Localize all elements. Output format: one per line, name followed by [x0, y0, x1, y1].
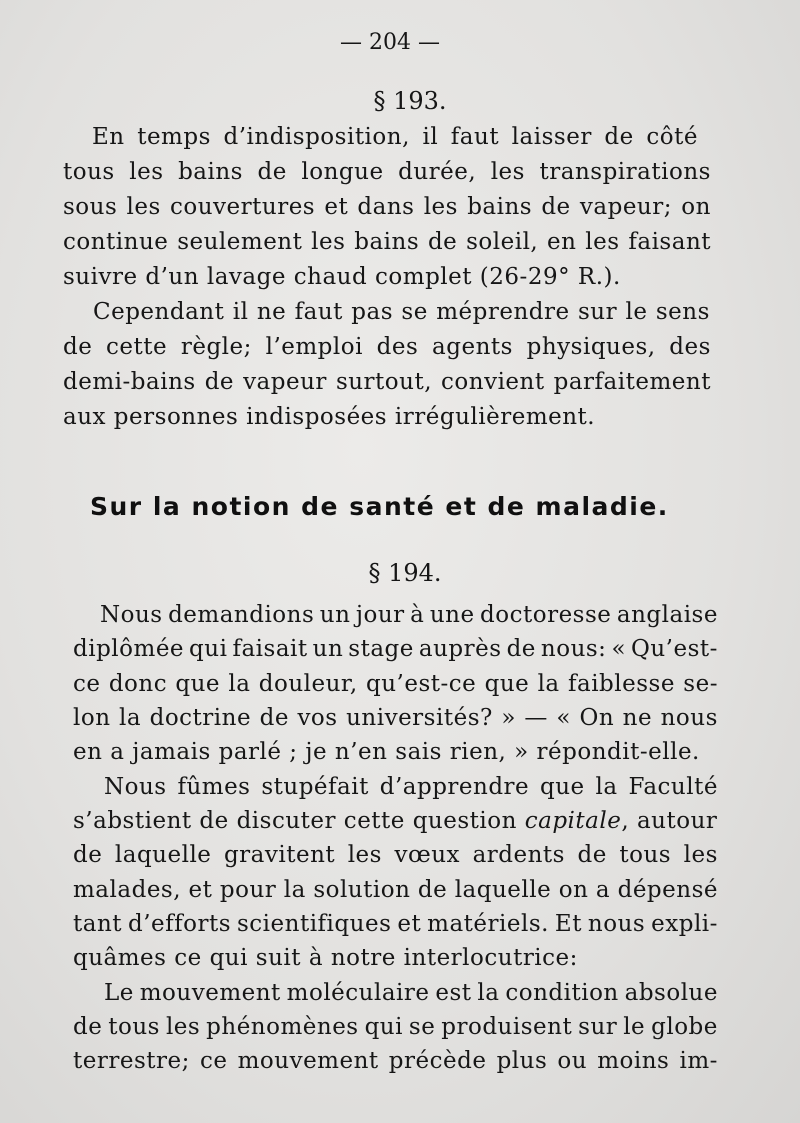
word: les — [311, 229, 346, 255]
word: la — [119, 705, 142, 731]
word: ardents — [472, 842, 565, 868]
word: vœux — [394, 842, 461, 868]
text-line — [73, 909, 718, 939]
word: une — [429, 602, 475, 628]
word: de — [417, 877, 448, 903]
word: les — [347, 842, 382, 868]
text-line — [73, 703, 718, 733]
text-line — [63, 367, 711, 397]
word: im- — [679, 1048, 718, 1074]
word: de — [204, 369, 235, 395]
word: longue — [301, 159, 384, 185]
word: bains — [178, 159, 243, 185]
word: absolue — [624, 980, 718, 1006]
text-line — [73, 875, 718, 905]
word: se- — [683, 671, 718, 697]
word: produisent — [441, 1014, 573, 1040]
text-line: en a jamais parlé ; je n’en sais rien, » répondit-elle. — [73, 739, 700, 765]
word: sens — [655, 299, 710, 325]
word: Qu’est- — [631, 636, 718, 662]
word: laquelle — [114, 842, 212, 868]
word: Nous — [100, 602, 163, 628]
word: Le — [104, 980, 134, 1006]
word: bains — [354, 229, 420, 255]
word: de — [427, 229, 458, 255]
word: stupéfait — [261, 774, 369, 800]
word: il — [232, 299, 249, 325]
word: d’indisposition, — [223, 124, 410, 150]
text-line — [73, 1012, 718, 1042]
text-line — [73, 840, 718, 870]
word: donc — [108, 671, 168, 697]
word: fûmes — [177, 774, 251, 800]
word: les — [165, 1014, 201, 1040]
word: faut — [450, 124, 500, 150]
word: ne — [622, 705, 653, 731]
word: et — [188, 877, 213, 903]
word: couvertures — [170, 194, 316, 220]
word: de — [604, 124, 634, 150]
word: « — [556, 705, 571, 731]
word: laisser — [511, 124, 592, 150]
word: des — [669, 334, 711, 360]
word: transpirations — [539, 159, 711, 185]
word: anglaise — [616, 602, 718, 628]
text-line — [73, 1046, 718, 1076]
word: est — [435, 980, 472, 1006]
word: « — [611, 636, 627, 662]
word: on — [558, 877, 589, 903]
word: de — [541, 194, 571, 220]
word: l’emploi — [265, 334, 363, 360]
word: pas — [351, 299, 394, 325]
word: stage — [348, 636, 414, 662]
word: nous — [587, 911, 646, 937]
word: faut — [294, 299, 343, 325]
word: malades, — [73, 877, 182, 903]
word: nous — [660, 705, 718, 731]
word: phénomènes — [206, 1014, 359, 1040]
text-line — [73, 669, 718, 699]
word: un — [312, 636, 344, 662]
word: faisait — [232, 636, 308, 662]
word: de — [257, 159, 287, 185]
word: doctrine — [149, 705, 252, 731]
word: et — [397, 911, 422, 937]
emphasized-word: capitale — [524, 808, 622, 834]
word: physiques, — [526, 334, 656, 360]
text-line — [73, 634, 718, 664]
word: auprès — [418, 636, 502, 662]
text-line — [63, 332, 711, 362]
word: sur — [578, 1014, 618, 1040]
word: vos — [297, 705, 338, 731]
word: » — [501, 705, 516, 731]
text-line — [93, 297, 710, 327]
word: plus — [496, 1048, 548, 1074]
word: se — [401, 299, 428, 325]
word: matériels. — [427, 911, 549, 937]
word: qu’est-ce — [366, 671, 477, 697]
word: surtout, — [335, 369, 433, 395]
word: condition — [505, 980, 619, 1006]
word: les — [683, 842, 718, 868]
word: de — [73, 1014, 103, 1040]
text-line: quâmes ce qui suit à notre interlocutrice: — [73, 945, 578, 971]
word: règle; — [180, 334, 252, 360]
text-line — [63, 157, 711, 187]
word: et — [324, 194, 349, 220]
word: que — [484, 671, 530, 697]
word: pour — [219, 877, 277, 903]
word: cette — [106, 334, 168, 360]
text-line — [104, 772, 718, 802]
word: le — [625, 299, 648, 325]
section-193-number: § 193. — [373, 87, 447, 115]
word: diplômée — [73, 636, 185, 662]
word: la — [228, 671, 251, 697]
word: doctoresse — [480, 602, 612, 628]
word: a — [595, 877, 611, 903]
word: Faculté — [628, 774, 718, 800]
word: les — [126, 194, 161, 220]
text-line-with-emphasis — [73, 806, 717, 836]
word: ce — [73, 671, 101, 697]
word: globe — [651, 1014, 718, 1040]
word: qui — [189, 636, 228, 662]
word: demandions — [168, 602, 315, 628]
text-line: aux personnes indisposées irrégulièrement. — [63, 404, 596, 430]
word: terrestre; — [73, 1048, 190, 1074]
word: tant — [73, 911, 123, 937]
word: moins — [597, 1048, 670, 1074]
word: scientifiques — [236, 911, 392, 937]
text-line — [92, 122, 698, 152]
word: jour — [355, 602, 405, 628]
text-line: suivre d’un lavage chaud complet (26-29° R.). — [63, 264, 621, 290]
word: ce — [199, 1048, 228, 1074]
word: les — [585, 229, 620, 255]
word: gravitent — [223, 842, 336, 868]
word: lon — [73, 705, 111, 731]
word: vapeur; — [579, 194, 672, 220]
word: se — [408, 1014, 436, 1040]
word: de — [259, 705, 289, 731]
word: mouvement — [237, 1048, 379, 1074]
word: — — [524, 705, 548, 731]
word: En — [92, 124, 125, 150]
text-line — [104, 978, 718, 1008]
word: ou — [557, 1048, 588, 1074]
word: des — [376, 334, 419, 360]
word: on — [681, 194, 711, 220]
word: continue — [63, 229, 169, 255]
word: universités? — [346, 705, 493, 731]
word: dans — [357, 194, 415, 220]
word: On — [579, 705, 615, 731]
word: bains — [467, 194, 533, 220]
word: qui — [364, 1014, 403, 1040]
page-number: — 204 — — [340, 30, 440, 55]
word: nous: — [540, 636, 607, 662]
word: sur — [578, 299, 618, 325]
word: les — [423, 194, 458, 220]
word: ne — [256, 299, 287, 325]
word: tous — [619, 842, 672, 868]
word: soleil, — [466, 229, 539, 255]
text-segment: s’abstient de discuter cette question — [73, 808, 517, 834]
word: Et — [554, 911, 582, 937]
word: méprendre — [436, 299, 570, 325]
word: à — [410, 602, 425, 628]
word: faiblesse — [567, 671, 675, 697]
word: durée, — [398, 159, 477, 185]
word: les — [490, 159, 525, 185]
word: il — [422, 124, 439, 150]
word: Nous — [104, 774, 167, 800]
word: vapeur — [243, 369, 327, 395]
word: la — [283, 877, 306, 903]
word: de — [506, 636, 536, 662]
word: agents — [432, 334, 513, 360]
text-line — [63, 192, 711, 222]
word: douleur, — [258, 671, 358, 697]
word: moléculaire — [286, 980, 430, 1006]
word: en — [547, 229, 577, 255]
word: dépensé — [617, 877, 718, 903]
word: tous — [108, 1014, 160, 1040]
word: demi-bains — [63, 369, 196, 395]
word: d’efforts — [127, 911, 232, 937]
word: côté — [646, 124, 698, 150]
word: laquelle — [454, 877, 552, 903]
chapter-heading: Sur la notion de santé et de maladie. — [90, 492, 669, 521]
word: d’apprendre — [379, 774, 530, 800]
word: un — [319, 602, 351, 628]
word: de — [577, 842, 607, 868]
word: que — [540, 774, 585, 800]
word: précède — [388, 1048, 487, 1074]
word: de — [63, 334, 93, 360]
word: convient — [441, 369, 545, 395]
word: Cependant — [93, 299, 225, 325]
text-line — [100, 600, 718, 630]
word: de — [73, 842, 103, 868]
word: parfaitement — [553, 369, 711, 395]
word: le — [623, 1014, 646, 1040]
word: sous — [63, 194, 118, 220]
word: la — [537, 671, 560, 697]
word: solution — [313, 877, 411, 903]
word: mouvement — [139, 980, 281, 1006]
word: tous — [63, 159, 115, 185]
text-line — [63, 227, 711, 257]
word: la — [477, 980, 500, 1006]
word: temps — [137, 124, 211, 150]
word: que — [175, 671, 221, 697]
word: expli- — [651, 911, 718, 937]
word: seulement — [177, 229, 303, 255]
word: la — [595, 774, 618, 800]
section-194-number: § 194. — [368, 559, 442, 587]
word: faisant — [628, 229, 711, 255]
text-segment: , autour — [621, 808, 718, 834]
word: les — [129, 159, 164, 185]
